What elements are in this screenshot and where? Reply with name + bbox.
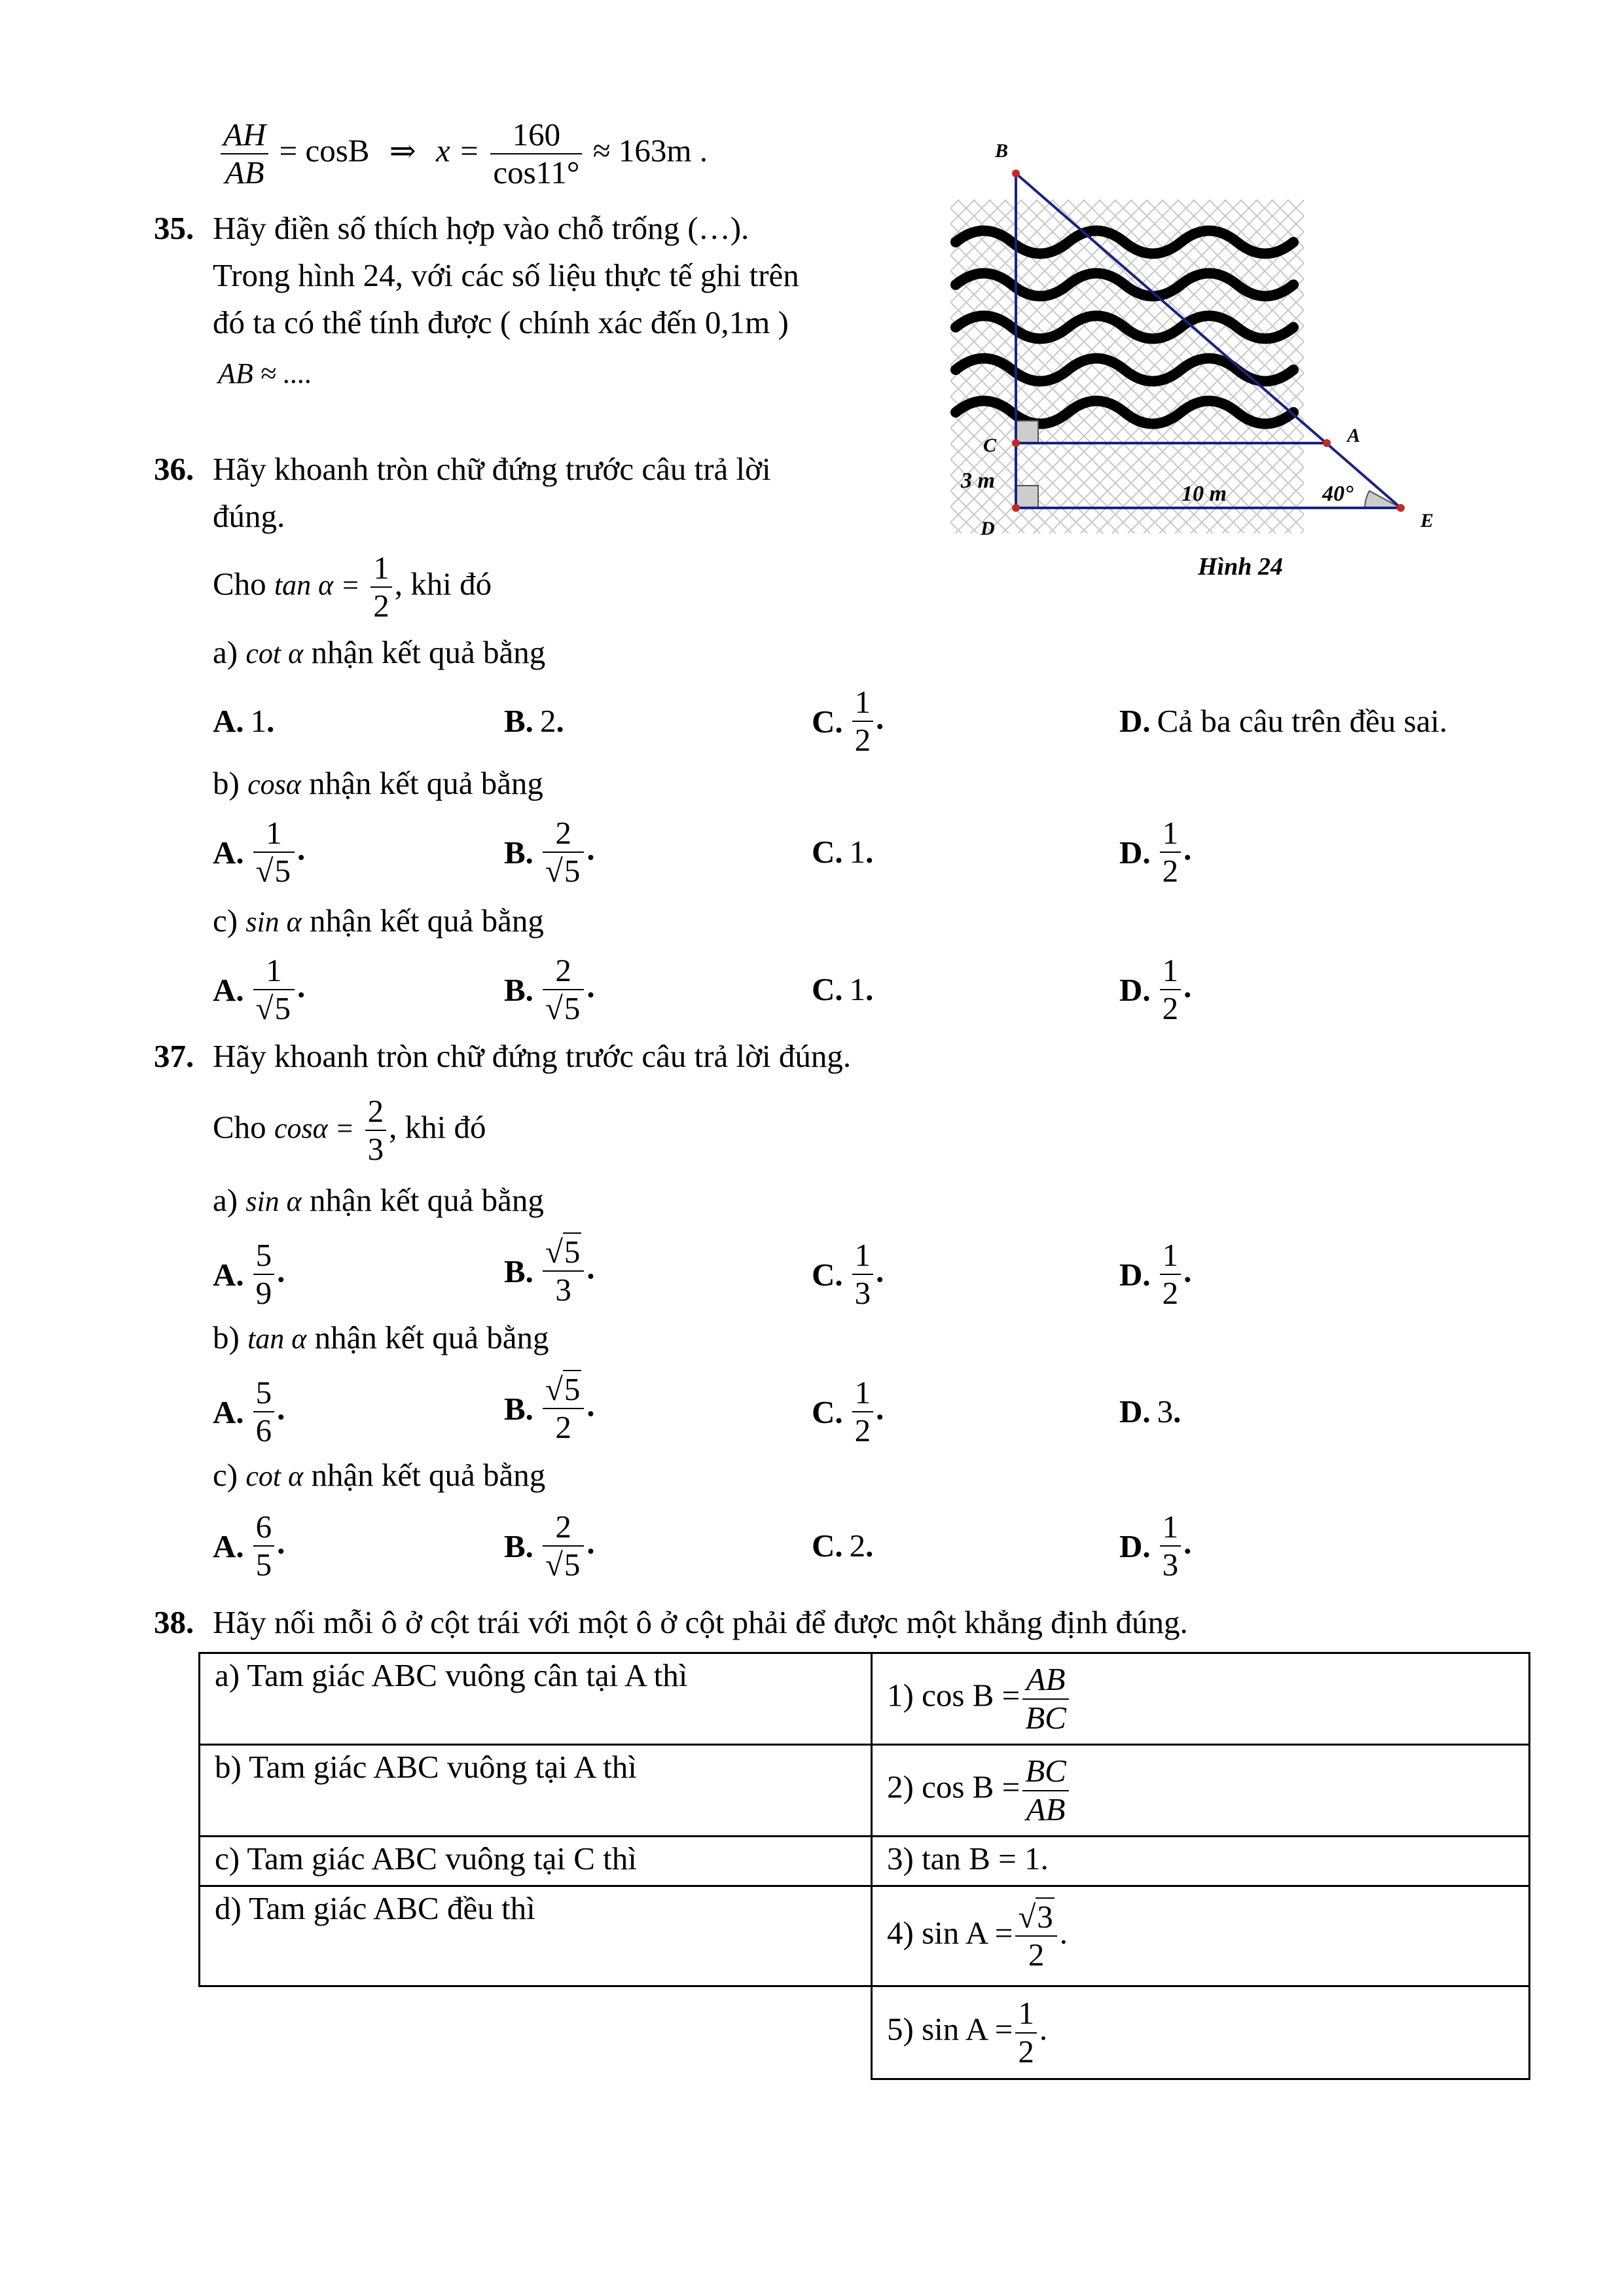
right-cell-2[interactable]: 2) cos B = $\frac{BC}{AB}$ (872, 1745, 1530, 1837)
label-e: E (1420, 510, 1434, 531)
figure-24 (943, 137, 1479, 596)
point-b (1012, 170, 1020, 177)
table-row (200, 1745, 1530, 1837)
q37-part-c: c) cot α nhận kết quả bằng (213, 1457, 546, 1493)
question-35-line3: đó ta có thể tính được ( chính xác đến 0,1m ) (213, 304, 789, 340)
q36b-option-a[interactable]: A. $\frac{1}{√5}$ . (213, 815, 306, 889)
q37c-option-a[interactable]: A. $\frac{6}{5}$ . (213, 1509, 285, 1583)
q36c-option-c[interactable]: C. 1. (812, 971, 874, 1007)
left-cell-a[interactable]: a) Tam giác ABC vuông cân tại A thì (200, 1653, 872, 1745)
label-a: A (1347, 425, 1361, 446)
fraction: $\frac{1}{2}$ (370, 550, 392, 625)
question-37-line1: Hãy khoanh tròn chữ đứng trước câu trả lời đúng. (213, 1038, 852, 1074)
point-d (1012, 504, 1020, 512)
right-cell-5[interactable]: 5) sin A = $\frac{1}{2}$ . (872, 1986, 1530, 2079)
question-35-number: 35. (154, 210, 194, 246)
q37b-option-c[interactable]: C. $\frac{1}{2}$ . (812, 1374, 884, 1449)
q37b-option-b[interactable]: B. $\frac{√5}{2}$ . (504, 1371, 595, 1446)
point-a (1323, 439, 1331, 447)
question-35-line4: AB ≈ .... (218, 357, 312, 389)
fraction: $\frac{2}{3}$ (365, 1093, 387, 1168)
q36-part-a: a) cot α nhận kết quả bằng (213, 634, 546, 670)
q37a-option-a[interactable]: A. $\frac{5}{9}$ . (213, 1237, 285, 1312)
question-35-line2: Trong hình 24, với các số liệu thực tế ghi trên (213, 257, 799, 293)
q36-part-c: c) sin α nhận kết quả bằng (213, 903, 544, 939)
q37-part-b: b) tan α nhận kết quả bằng (213, 1319, 549, 1355)
right-cell-3[interactable]: 3) tan B = 1. (872, 1837, 1530, 1886)
left-cell-c[interactable]: c) Tam giác ABC vuông tại C thì (200, 1837, 872, 1886)
right-angle-d (1016, 486, 1038, 508)
dim-3m: 3 m (961, 469, 995, 493)
question-37-given: Cho cosα = $\frac{2}{3}$ , khi đó (213, 1093, 486, 1168)
q37c-option-c[interactable]: C. 2. (812, 1528, 874, 1564)
right-cell-4[interactable]: 4) sin A = $\frac{√3}{2}$ . (872, 1886, 1530, 1986)
left-cell-d[interactable]: d) Tam giác ABC đều thì (200, 1886, 872, 1986)
question-36-line1: Hãy khoanh tròn chữ đứng trước câu trả lời (213, 451, 771, 487)
q36a-option-c[interactable]: C. $\frac{1}{2}$ . (812, 684, 884, 759)
q37a-option-b[interactable]: B. $\frac{√5}{3}$ . (504, 1234, 595, 1308)
figure-caption: Hình 24 (1198, 553, 1283, 581)
intro-formula: $\frac{AH}{AB}$ = cosB ⇒ x = $\frac{160}{\cos 11^\circ}$ ≈ 163m . (218, 117, 708, 192)
question-36-line2: đúng. (213, 498, 285, 534)
q36-part-b: b) cosα nhận kết quả bằng (213, 765, 543, 801)
label-d: D (981, 518, 995, 539)
q37c-option-b[interactable]: B. $\frac{2}{√5}$ . (504, 1509, 595, 1583)
q37c-option-d[interactable]: D. $\frac{1}{3}$ . (1119, 1509, 1192, 1583)
matching-table (198, 1652, 1530, 2080)
question-38-number: 38. (154, 1604, 194, 1640)
right-cell-1[interactable]: 1) cos B = $\frac{AB}{BC}$ (872, 1653, 1530, 1745)
table-row (200, 1653, 1530, 1745)
fraction: $\frac{160}{\cos 11^\circ}$ (490, 117, 582, 192)
q36a-option-d[interactable]: D. Cả ba câu trên đều sai. (1119, 703, 1448, 739)
q36c-option-d[interactable]: D. $\frac{1}{2}$ . (1119, 952, 1192, 1027)
q37b-option-a[interactable]: A. $\frac{5}{6}$ . (213, 1374, 285, 1449)
q36a-option-a[interactable]: A. 1. (213, 703, 275, 739)
table-row (200, 1837, 1530, 1886)
label-c: C (983, 435, 997, 456)
right-angle-c (1016, 421, 1038, 443)
fraction: $\frac{AH}{AB}$ (221, 117, 268, 192)
q36c-option-b[interactable]: B. $\frac{2}{√5}$ . (504, 952, 595, 1027)
angle-40: 40° (1322, 482, 1354, 506)
table-row (200, 1986, 1530, 2079)
question-36-number: 36. (154, 451, 194, 487)
question-38-line1: Hãy nối mỗi ô ở cột trái với một ô ở cột phải để được một khẳng định đúng. (213, 1604, 1188, 1640)
q37b-option-d[interactable]: D. 3. (1119, 1393, 1182, 1429)
q37a-option-d[interactable]: D. $\frac{1}{2}$ . (1119, 1237, 1192, 1312)
table-row (200, 1886, 1530, 1986)
point-e (1397, 504, 1405, 512)
point-c (1012, 439, 1020, 447)
label-b: B (995, 140, 1009, 162)
question-35-line1: Hãy điền số thích hợp vào chỗ trống (…). (213, 210, 749, 246)
left-cell-b[interactable]: b) Tam giác ABC vuông tại A thì (200, 1745, 872, 1837)
q36a-option-b[interactable]: B. 2. (504, 703, 564, 739)
question-36-given: Cho tan α = $\frac{1}{2}$ , khi đó (213, 550, 492, 624)
q37-part-a: a) sin α nhận kết quả bằng (213, 1182, 544, 1218)
q36b-option-c[interactable]: C. 1. (812, 834, 874, 870)
dim-10m: 10 m (1182, 482, 1227, 506)
question-37-number: 37. (154, 1038, 194, 1074)
q36b-option-d[interactable]: D. $\frac{1}{2}$ . (1119, 815, 1192, 889)
q36b-option-b[interactable]: B. $\frac{2}{√5}$ . (504, 815, 595, 889)
q36c-option-a[interactable]: A. $\frac{1}{√5}$ . (213, 952, 306, 1027)
q37a-option-c[interactable]: C. $\frac{1}{3}$ . (812, 1237, 884, 1312)
left-cell-empty (200, 1986, 872, 2079)
